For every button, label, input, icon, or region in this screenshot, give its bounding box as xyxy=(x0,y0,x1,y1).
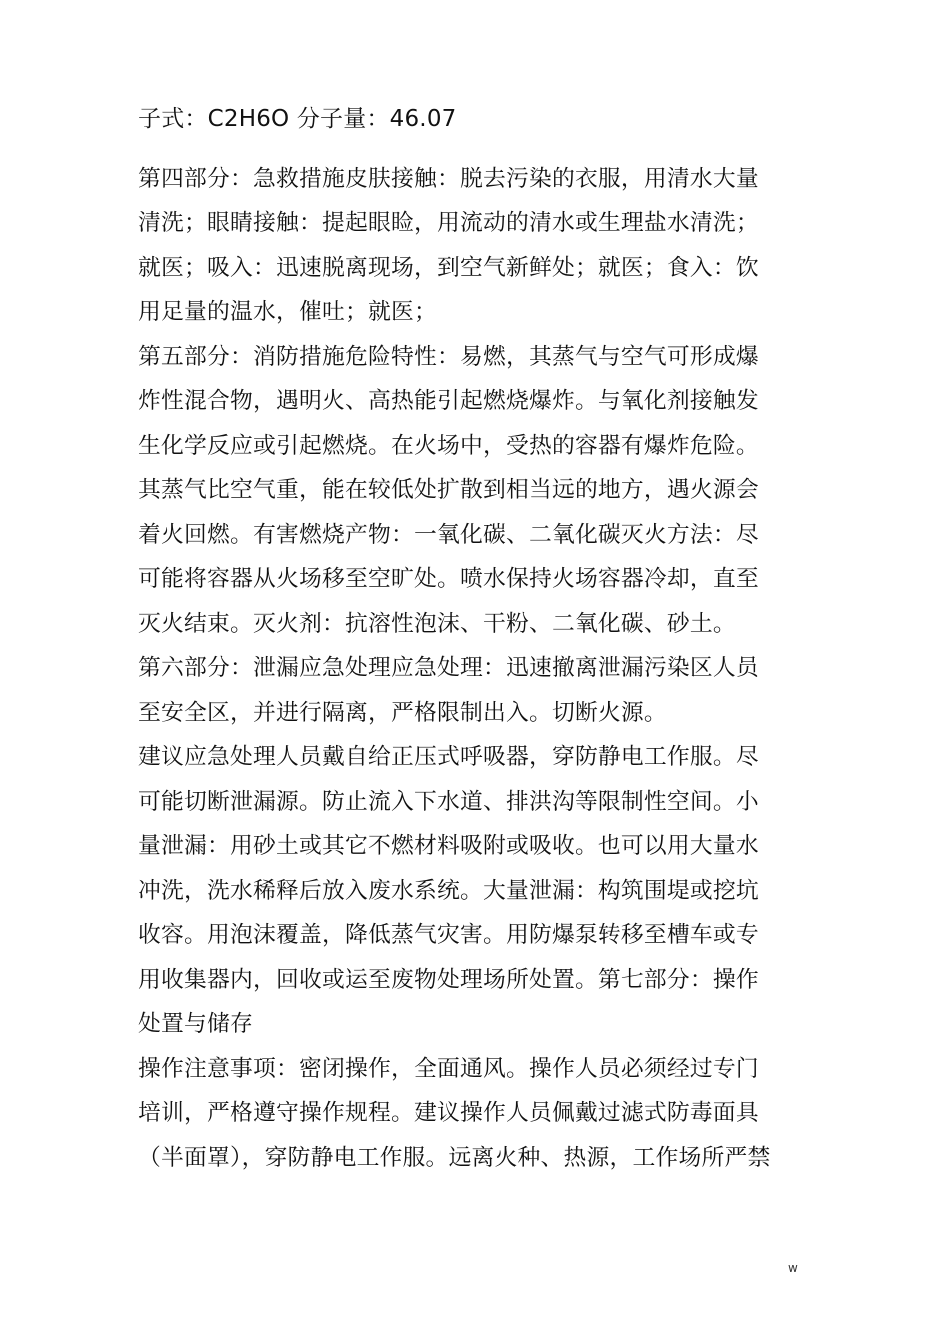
text-line: 可能切断泄漏源。防止流入下水道、排洪沟等限制性空间。小 xyxy=(138,788,759,815)
text-line: 处置与储存 xyxy=(138,1011,253,1037)
text-line: 可能将容器从火场移至空旷处。喷水保持火场容器冷却，直至 xyxy=(138,566,759,592)
text-line: 量泄漏：用砂土或其它不燃材料吸附或吸收。也可以用大量水 xyxy=(138,833,759,859)
document-body xyxy=(138,97,803,1180)
text-line: （半面罩），穿防静电工作服。远离火种、热源，工作场所严禁 xyxy=(138,1144,771,1171)
text-line: 冲洗，洗水稀释后放入废水系统。大量泄漏：构筑围堤或挖坑 xyxy=(138,877,759,904)
text-line: 其蒸气比空气重，能在较低处扩散到相当远的地方，遇火源会 xyxy=(138,477,759,503)
text-line: 着火回燃。有害燃烧产物：一氧化碳、二氧化碳灭火方法：尽 xyxy=(138,521,759,548)
text-line: 第五部分：消防措施危险特性：易燃，其蒸气与空气可形成爆 xyxy=(138,343,759,370)
text-line: 操作注意事项：密闭操作，全面通风。操作人员必须经过专门 xyxy=(138,1055,759,1082)
text-line: 灭火结束。灭火剂：抗溶性泡沫、干粉、二氧化碳、砂土。 xyxy=(138,610,736,637)
text-line: 至安全区，并进行隔离，严格限制出入。切断火源。 xyxy=(138,699,667,726)
text-line: 第四部分：急救措施皮肤接触：脱去污染的衣服，用清水大量 xyxy=(138,165,759,192)
text-line: 清洗；眼睛接触：提起眼睑，用流动的清水或生理盐水清洗； xyxy=(138,210,759,236)
text-line: 建议应急处理人员戴自给正压式呼吸器，穿防静电工作服。尽 xyxy=(138,744,759,770)
text-line: 用足量的温水，催吐；就医； xyxy=(138,299,437,325)
text-line: 培训，严格遵守操作规程。建议操作人员佩戴过滤式防毒面具 xyxy=(138,1100,759,1126)
text-line: 第六部分：泄漏应急处理应急处理：迅速撤离泄漏污染区人员 xyxy=(138,655,759,681)
molecular-formula-line: 子式：C2H6O 分子量：46.07 xyxy=(138,106,457,132)
text-line: 炸性混合物，遇明火、高热能引起燃烧爆炸。与氧化剂接触发 xyxy=(138,388,759,414)
text-line: 就医；吸入：迅速脱离现场，到空气新鲜处；就医；食入：饮 xyxy=(138,254,759,281)
text-line: 用收集器内，回收或运至废物处理场所处置。第七部分：操作 xyxy=(138,966,759,993)
footer-mark: w xyxy=(788,1261,798,1275)
text-line: 收容。用泡沫覆盖，降低蒸气灾害。用防爆泵转移至槽车或专 xyxy=(138,922,759,948)
text-line: 生化学反应或引起燃烧。在火场中，受热的容器有爆炸危险。 xyxy=(138,432,759,459)
